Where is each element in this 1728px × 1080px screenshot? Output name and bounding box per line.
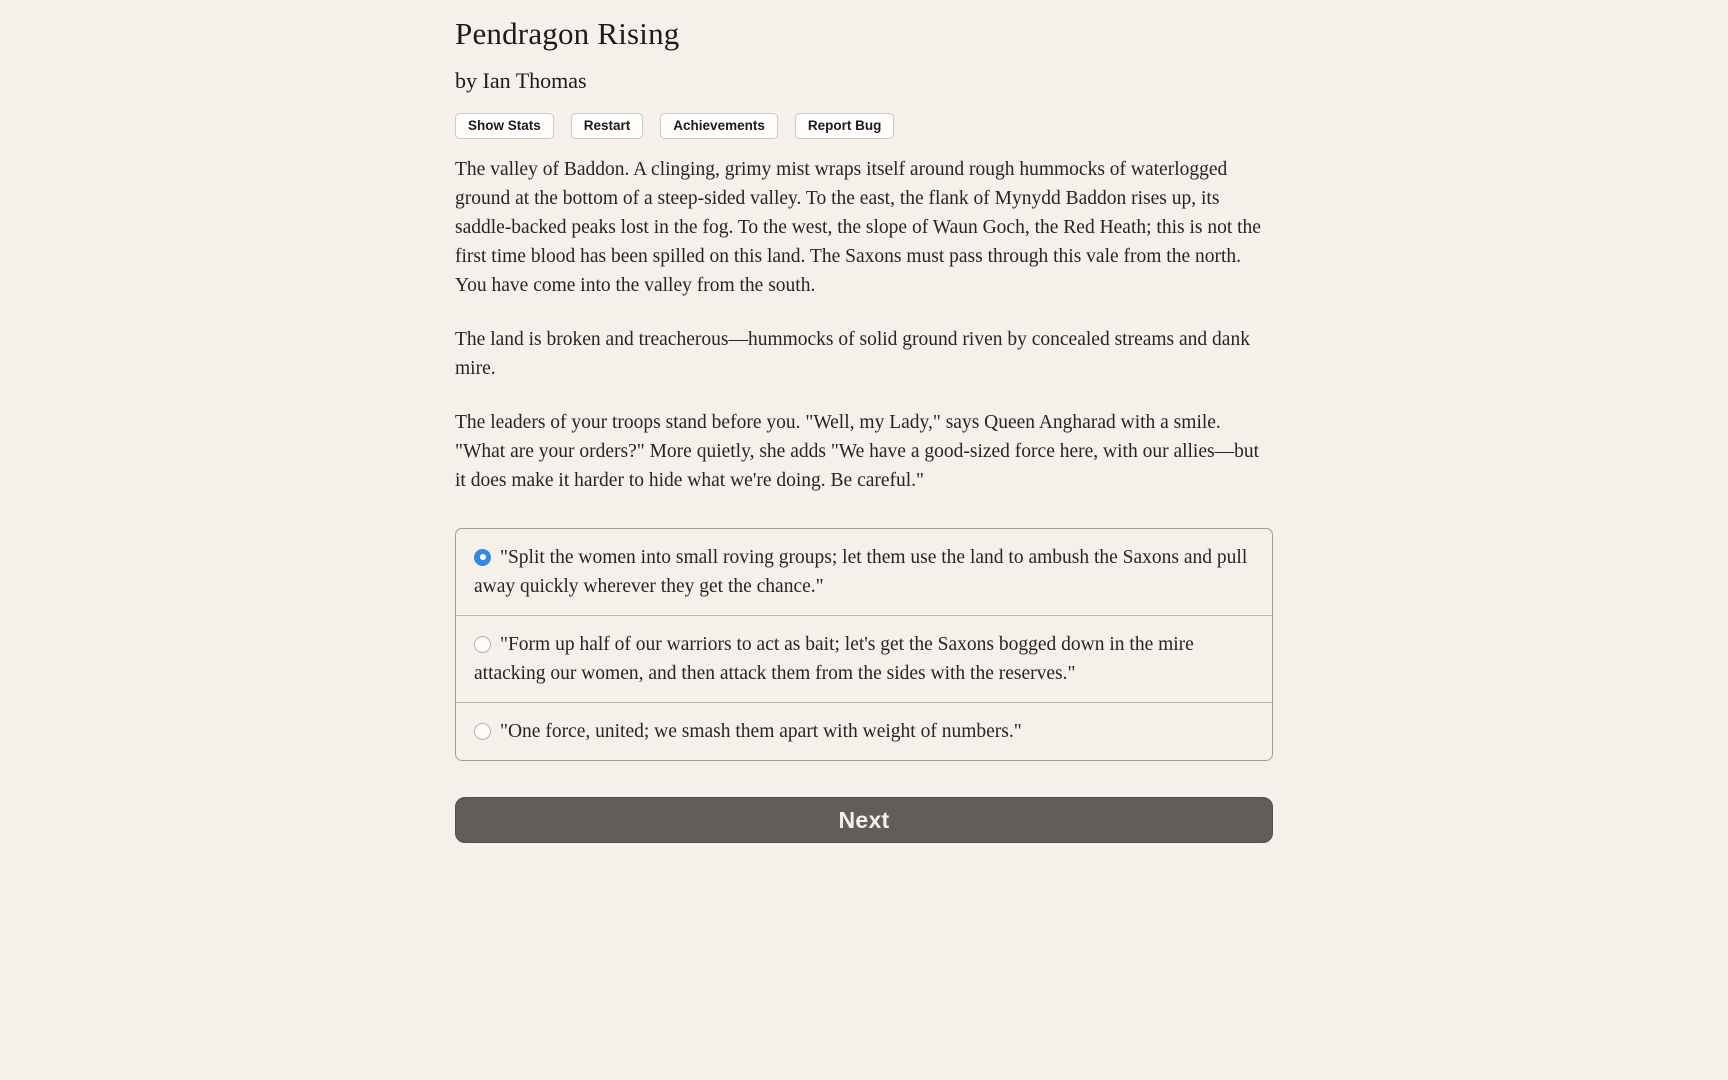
story-page — [455, 0, 1273, 843]
choice-option-2[interactable] — [456, 615, 1272, 702]
report-bug-button[interactable]: Report Bug — [795, 113, 895, 139]
choice-list — [455, 528, 1273, 761]
show-stats-button[interactable]: Show Stats — [455, 113, 554, 139]
choice-label[interactable]: "Form up half of our warriors to act as bait; let's get the Saxons bogged down in the mire attacking our women, and then attack them from the sides with the reserves." — [474, 634, 1194, 684]
radio-icon[interactable] — [474, 636, 491, 653]
story-paragraph: The land is broken and treacherous—hummocks of solid ground riven by concealed streams and dank mire. — [455, 329, 1250, 379]
game-byline: by Ian Thomas — [455, 68, 587, 93]
story-paragraph: The leaders of your troops stand before you. "Well, my Lady," says Queen Angharad with a smile. "What are your orders?" More quietly, she adds "We have a good-sized force here, with our allies—but it does make it harder to hide what we're doing. Be careful." — [455, 412, 1260, 491]
achievements-button[interactable]: Achievements — [660, 113, 778, 139]
toolbar — [455, 113, 1273, 139]
radio-icon[interactable] — [474, 549, 491, 566]
choice-label[interactable]: "Split the women into small roving groups; let them use the land to ambush the Saxons and pull away quickly wherever they get the chance." — [474, 547, 1248, 597]
game-title: Pendragon Rising — [455, 16, 680, 51]
choice-option-1[interactable] — [456, 529, 1272, 615]
story-text — [455, 155, 1273, 495]
next-button[interactable]: Next — [455, 797, 1273, 843]
story-paragraph: The valley of Baddon. A clinging, grimy mist wraps itself around rough hummocks of waterlogged ground at the bottom of a steep-sided valley. To the east, the flank of Mynydd Baddon rises up, its saddle-backed peaks lost in the fog. To the west, the slope of Waun Goch, the Red Heath; this is not the first time blood has been spilled on this land. The Saxons must pass through this vale from the north. You have come into the valley from the south. — [455, 159, 1261, 296]
restart-button[interactable]: Restart — [571, 113, 644, 139]
choice-option-3[interactable] — [456, 702, 1272, 760]
radio-icon[interactable] — [474, 723, 491, 740]
choice-label[interactable]: "One force, united; we smash them apart with weight of numbers." — [500, 721, 1022, 742]
